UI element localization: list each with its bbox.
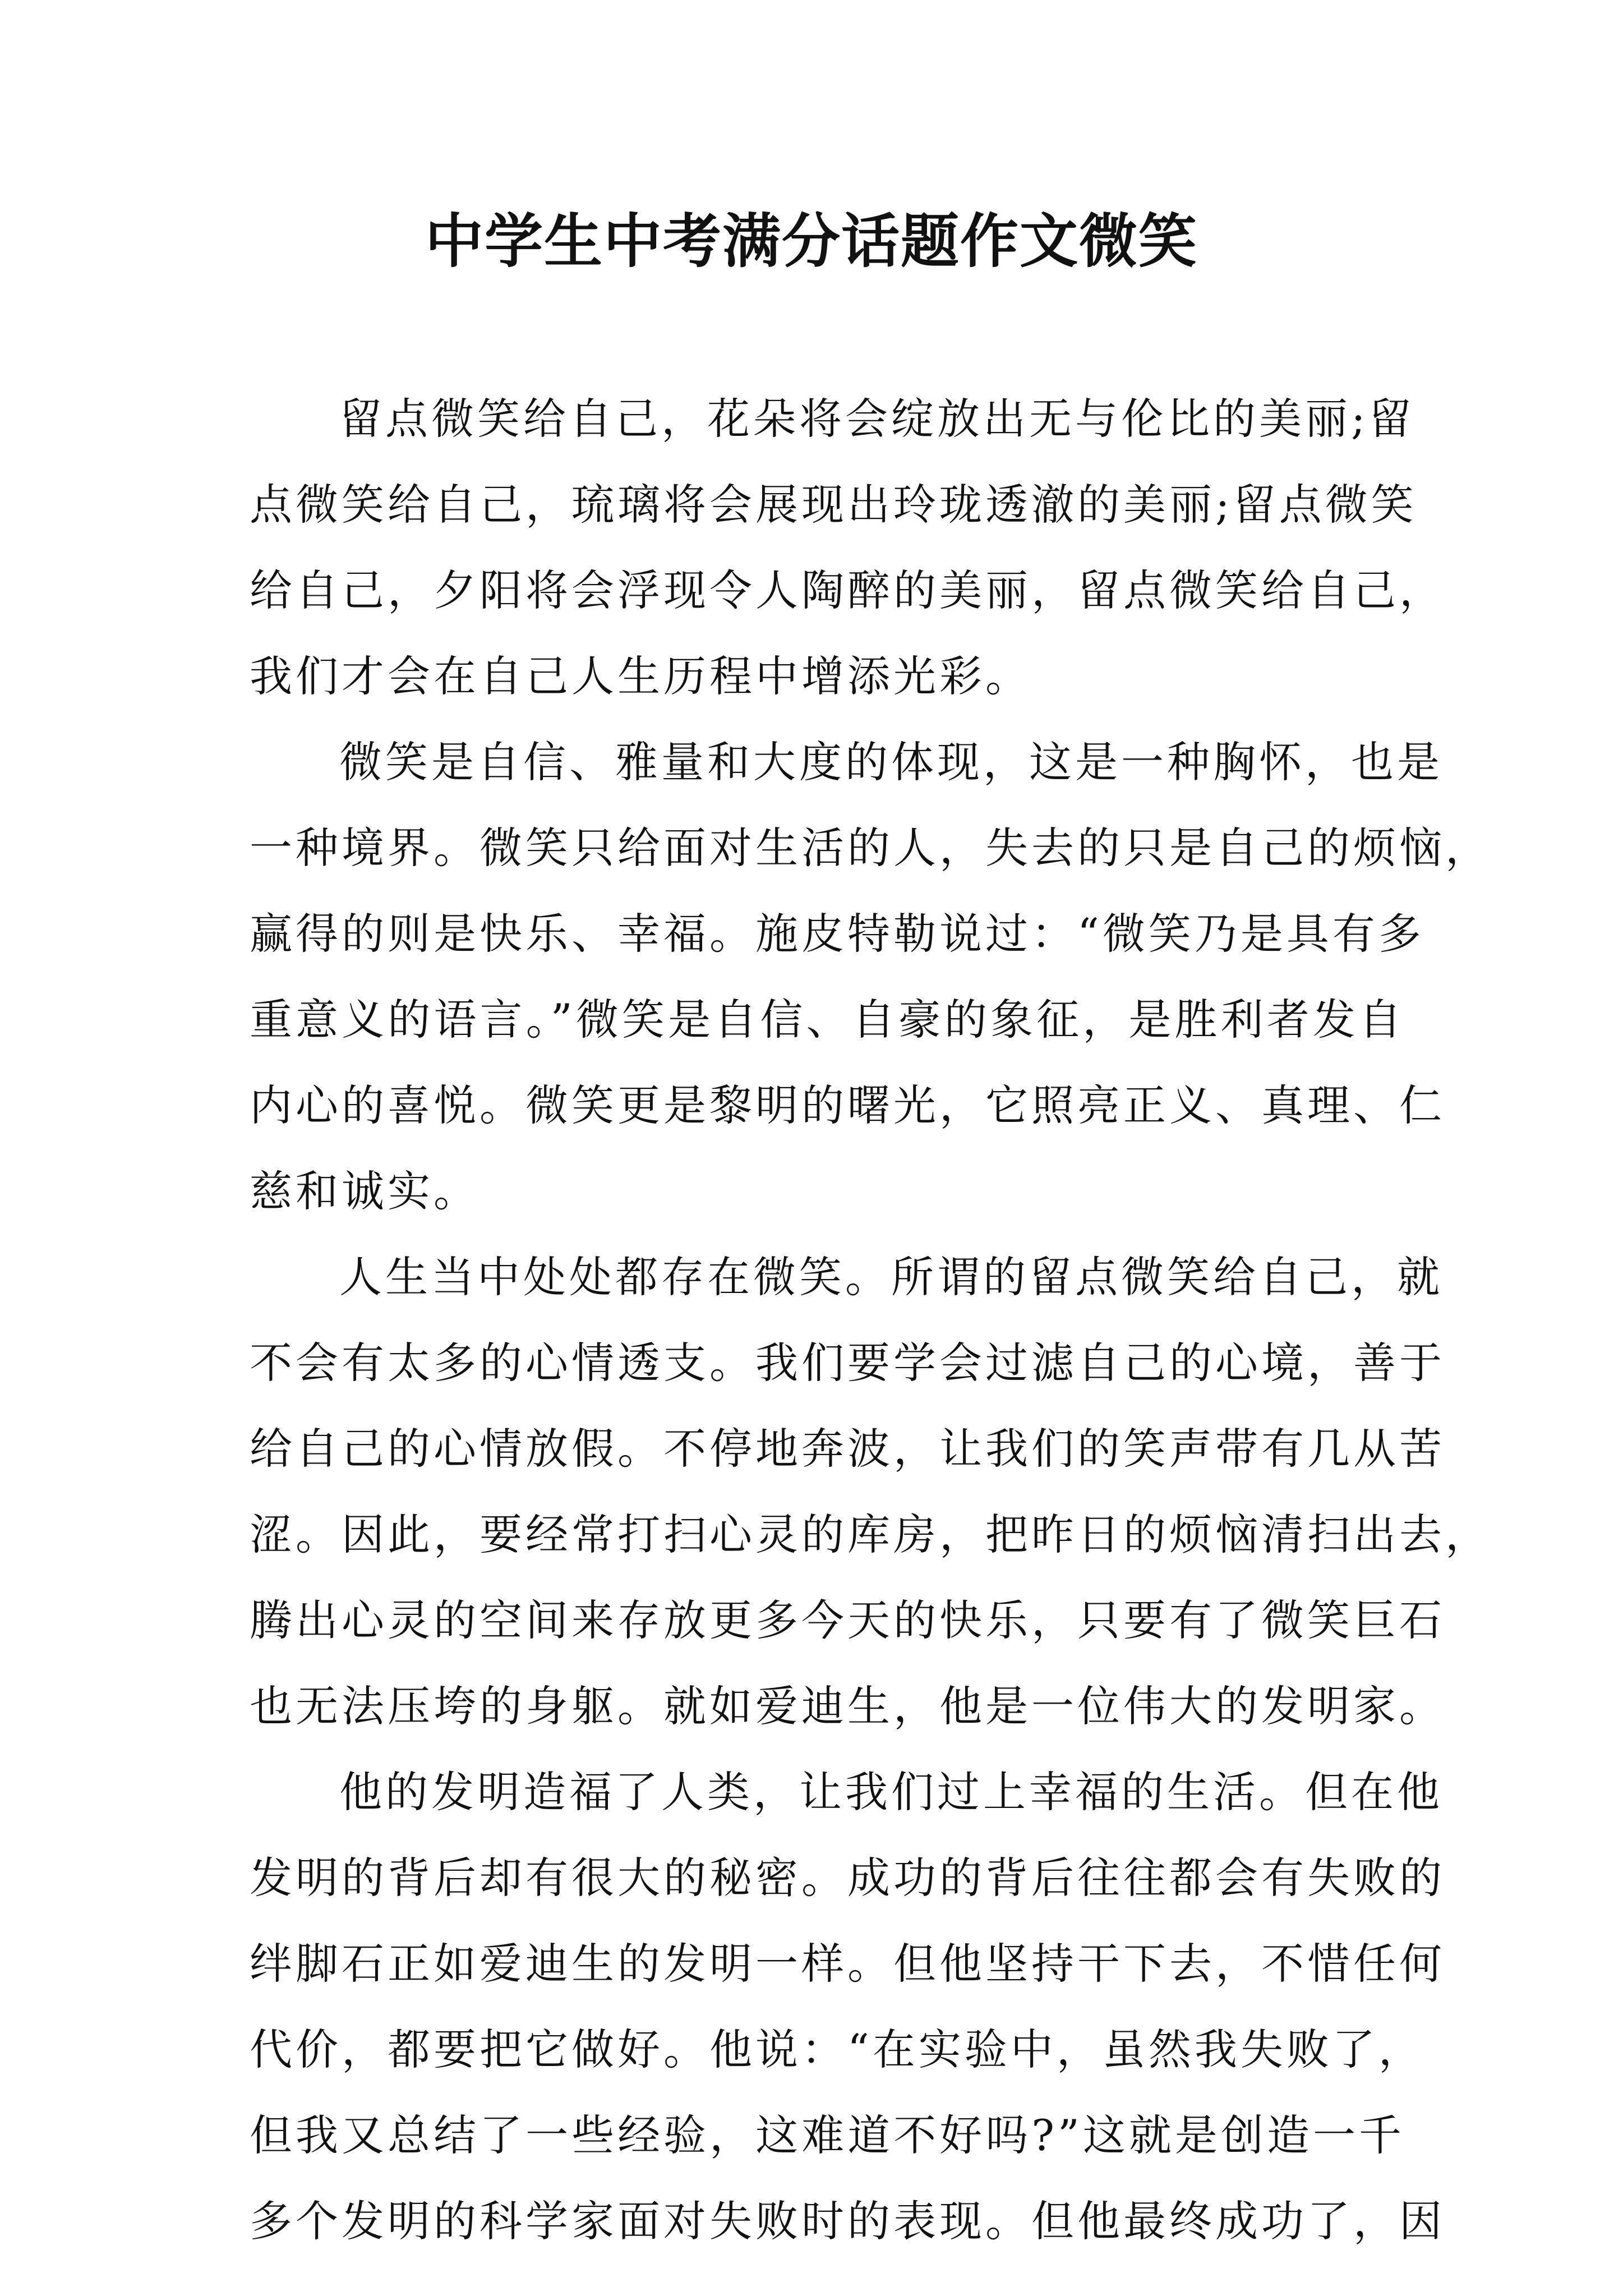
- paragraph-4-line-2: 发明的背后却有很大的秘密。成功的背后往往都会有失败的: [250, 1853, 1445, 1903]
- paragraph-4-line-5: 但我又总结了一些经验，这难道不好吗?”这就是创造一千: [250, 2110, 1405, 2160]
- paragraph-3-line-5: 腾出心灵的空间来存放更多今天的快乐，只要有了微笑巨石: [250, 1595, 1445, 1645]
- document-body: [250, 376, 1491, 2264]
- paragraph-2-line-5: 内心的喜悦。微笑更是黎明的曙光，它照亮正义、真理、仁: [250, 1080, 1445, 1130]
- paragraph-4-line-3: 绊脚石正如爱迪生的发明一样。但他坚持干下去，不惜任何: [250, 1939, 1445, 1989]
- paragraph-3-line-3: 给自己的心情放假。不停地奔波，让我们的笑声带有几从苦: [250, 1424, 1445, 1474]
- paragraph-2-line-4: 重意义的语言。”微笑是自信、自豪的象征，是胜利者发自: [250, 995, 1405, 1045]
- paragraph-1-line-4: 我们才会在自己人生历程中增添光彩。: [250, 651, 1031, 701]
- paragraph-3-line-1: 人生当中处处都存在微笑。所谓的留点微笑给自己，就: [339, 1252, 1443, 1302]
- paragraph-1-line-3: 给自己，夕阳将会浮现令人陶醉的美丽，留点微笑给自己，: [250, 565, 1445, 615]
- paragraph-1-line-1: 留点微笑给自己，花朵将会绽放出无与伦比的美丽;留: [339, 394, 1415, 444]
- paragraph-4-line-6: 多个发明的科学家面对失败时的表现。但他最终成功了，因: [250, 2196, 1445, 2246]
- paragraph-4-line-4: 代价，都要把它做好。他说：“在实验中，虽然我失败了，: [250, 2024, 1424, 2074]
- paragraph-2-line-2: 一种境界。微笑只给面对生活的人，失去的只是自己的烦恼，: [250, 823, 1491, 873]
- paragraph-1-line-2: 点微笑给自己，琉璃将会展现出玲珑透澈的美丽;留点微笑: [250, 480, 1417, 530]
- paragraph-3-line-6: 也无法压垮的身躯。就如爱迪生，他是一位伟大的发明家。: [250, 1681, 1445, 1731]
- paragraph-4-line-1: 他的发明造福了人类，让我们过上幸福的生活。但在他: [339, 1767, 1443, 1817]
- paragraph-3-line-4: 涩。因此，要经常打扫心灵的库房，把昨日的烦恼清扫出去，: [250, 1510, 1491, 1559]
- paragraph-2-line-3: 赢得的则是快乐、幸福。施皮特勒说过：“微笑乃是具有多: [250, 909, 1424, 959]
- paragraph-2-line-6: 慈和诚实。: [250, 1166, 479, 1216]
- paragraph-3-line-2: 不会有太多的心情透支。我们要学会过滤自己的心境，善于: [250, 1338, 1445, 1388]
- document-title: 中学生中考满分话题作文微笑: [425, 206, 1198, 275]
- paragraph-2-line-1: 微笑是自信、雅量和大度的体现，这是一种胸怀，也是: [339, 737, 1443, 787]
